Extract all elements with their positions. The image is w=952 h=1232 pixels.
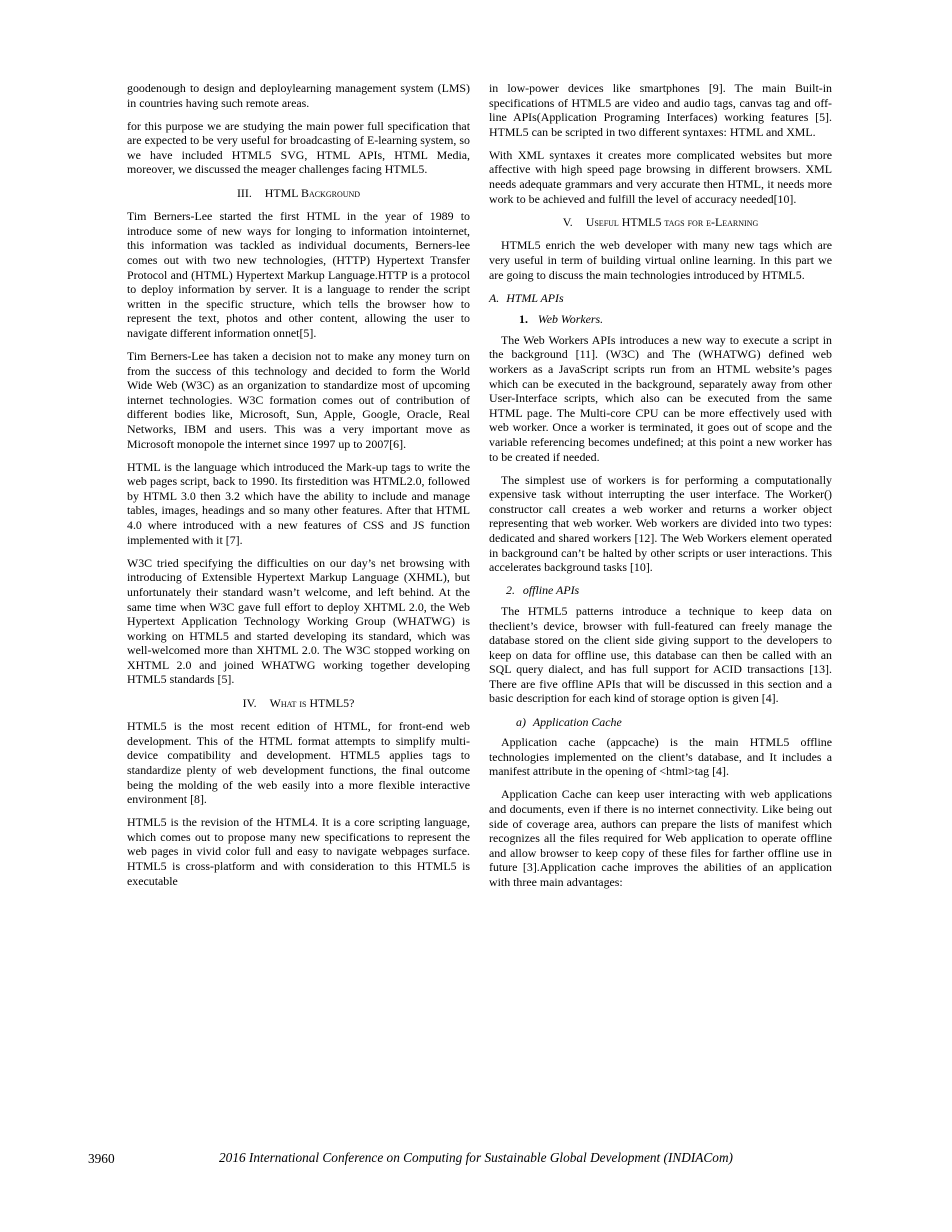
heading-title: What is HTML5? bbox=[269, 695, 355, 710]
heading-label: 1. bbox=[519, 312, 528, 327]
paragraph: Application Cache can keep user interacting with web applications and documents, even if there is no internet connectivity. Like being out side of coverage area, authors can prepare the lists of manifest which recognizes all the files required for Web application to operate offline and allow browser to keep copy of these files for farther offline use in future [3].Application cache improves the abilities of an application with three main advantages: bbox=[489, 787, 832, 889]
numbered-item-heading bbox=[489, 312, 832, 327]
paragraph: goodenough to design and deploylearning management system (LMS) in countries having such remote areas. bbox=[127, 81, 470, 110]
paragraph: Tim Berners-Lee has taken a decision not to make any money turn on from the success of this technology and decided to form the World Wide Web (W3C) as an organization to standardize most of upcoming internet technologies. W3C formation comes out of contribution of different bodies like, Microsoft, Sun, Apple, Google, Oracle, Real Networks, IBM and users. This was a very important move as Microsoft monopole the internet since 1997 up to 2007[6]. bbox=[127, 349, 470, 451]
section-heading bbox=[489, 215, 832, 230]
right-column bbox=[489, 81, 832, 898]
heading-title: Useful HTML5 tags for e-Learning bbox=[585, 214, 759, 229]
paragraph: With XML syntaxes it creates more complicated websites but more affective with high speed page browsing in different browsers. XML needs adequate grammars and very accurate then HTML, it needs more work to be achieved and fulfill the level of accuracy needed[10]. bbox=[489, 147, 832, 206]
heading-label: III. bbox=[236, 185, 252, 200]
heading-label: IV. bbox=[242, 695, 257, 710]
paragraph: for this purpose we are studying the main power full specification that are expected to be very useful for broadcasting of E-learning system, so we have included HTML5 SVG, HTML APIs, HTML Media, moreover, we discussed the meager challenges facing HTML5. bbox=[127, 118, 470, 177]
heading-title: Application Cache bbox=[532, 714, 622, 729]
heading-title: HTML APIs bbox=[506, 290, 564, 305]
heading-label: 2. bbox=[506, 583, 515, 598]
paragraph: HTML5 is the revision of the HTML4. It is a core scripting language, which comes out to propose many new specifications to represent the web pages in vivid color full and easy to navigate webpages surface. HTML5 is cross-platform and with consideration to this HTML5 is executable bbox=[127, 815, 470, 888]
paragraph: Application cache (appcache) is the main HTML5 offline technologies implemented on the client’s database, and It includes a manifest attribute in the opening of <html>tag [4]. bbox=[489, 735, 832, 779]
numbered-item-heading bbox=[489, 583, 832, 598]
paragraph: The simplest use of workers is for performing a computationally expensive task without interrupting the user interface. The Worker() constructor call creates a web worker and returns a worker object representing that web worker. Web workers are divided into two types: dedicated and shared workers [12]. The Web Workers element operated in background can’t be halted by other scripts or user interactions. This accelerates background tasks [10]. bbox=[489, 472, 832, 575]
heading-title: Web Workers. bbox=[537, 312, 604, 327]
heading-label: A. bbox=[489, 290, 500, 305]
heading-label: V. bbox=[562, 214, 573, 229]
page-footer bbox=[0, 1150, 952, 1166]
two-column-body bbox=[127, 81, 832, 898]
paragraph: HTML is the language which introduced the Mark-up tags to write the web pages script, back to 1990. Its firstedition was HTML2.0, followed by HTML 3.0 then 3.2 which have the ability to include and manage tables, images, headings and so many other features. After that HTML 4.0 where introduced with a new features of CSS and JS function implemented with it [7]. bbox=[127, 459, 470, 547]
paragraph: Tim Berners-Lee started the first HTML in the year of 1989 to introduce some of new ways for longing to information intointernet, this information was tackled as individual documents, Berners-lee comes out with two new technologies, (HTTP) Hypertext Transfer Protocol and (HTML) Hypertext Markup Language.HTTP is a protocol to deploy information by server. It is a language to render the script written in the specific structure, which tells the browser how to represent the text, photos and other content, allowing the user to navigate different information onnet[5]. bbox=[127, 209, 470, 340]
heading-title: HTML Background bbox=[264, 185, 361, 200]
heading-title: offline APIs bbox=[522, 583, 580, 598]
conference-title: 2016 International Conference on Computing for Sustainable Global Development (INDIACom) bbox=[219, 1150, 733, 1165]
paragraph: in low-power devices like smartphones [9]. The main Built-in specifications of HTML5 are video and audio tags, canvas tag and off-line APIs(Application Programing Interfaces) working features [5]. HTML5 can be scripted in two different syntaxes: HTML and XML. bbox=[489, 81, 832, 139]
left-column bbox=[127, 81, 470, 898]
section-heading bbox=[127, 186, 470, 201]
heading-label: a) bbox=[516, 714, 526, 729]
paragraph: HTML5 is the most recent edition of HTML, for front-end web development. This of the HTML format attempts to simplify multi-device compatibility and development. HTML5 applies tags to standardize plenty of web development functions, the final outcome being the molding of the web easily into a more flexible interactive environment [8]. bbox=[127, 719, 470, 807]
alpha-item-heading bbox=[489, 715, 832, 730]
subsection-heading bbox=[489, 291, 832, 306]
page-number: 3960 bbox=[88, 1151, 115, 1166]
paragraph: W3C tried specifying the difficulties on our day’s net browsing with introducing of Extensible Hypertext Markup Language (XHML), but unfortunately their standard wasn’t welcome, and left behind. At the same time when W3C gave full effort to deploy XHTML 2.0, the Web Hypertext Application Technology Working Group (WHATWG) is working on HTML5 and started developing its standard, which was well-welcomed more than XHTML 2.0. The W3C stopped working on XHTML 2.0 and joined WHATWG working together developing HTML5 standards [5]. bbox=[127, 555, 470, 687]
section-heading bbox=[127, 696, 470, 711]
paragraph: HTML5 enrich the web developer with many new tags which are very useful in term of building virtual online learning. In this part we are going to discuss the main technologies introduced by HTML5. bbox=[489, 238, 832, 282]
paragraph: The HTML5 patterns introduce a technique to keep data on theclient’s device, browser with full-featured can freely manage the database stored on the client side giving support to the developers to keep on data for offline use, this database can then be called with an SQL query dialect, and has full support for ACID transactions [13]. There are five offline APIs that will be discussed in this section and a basic description for each kind of storage option is given [4]. bbox=[489, 603, 832, 706]
paragraph: The Web Workers APIs introduces a new way to execute a script in the background [11]. (W3C) and The (WHATWG) defined web workers as a JavaScript scripts run from an HTML website’s pages which can be executed in the background, separately away from other User-Interface scripts, which also can be executed from the same HTML page. The Multi-core CPU can be more effectively used with web worker. Once a worker is terminated, it goes out of scope and the variable referencing becomes undefined; at this point a new worker has to be created if needed. bbox=[489, 332, 832, 464]
